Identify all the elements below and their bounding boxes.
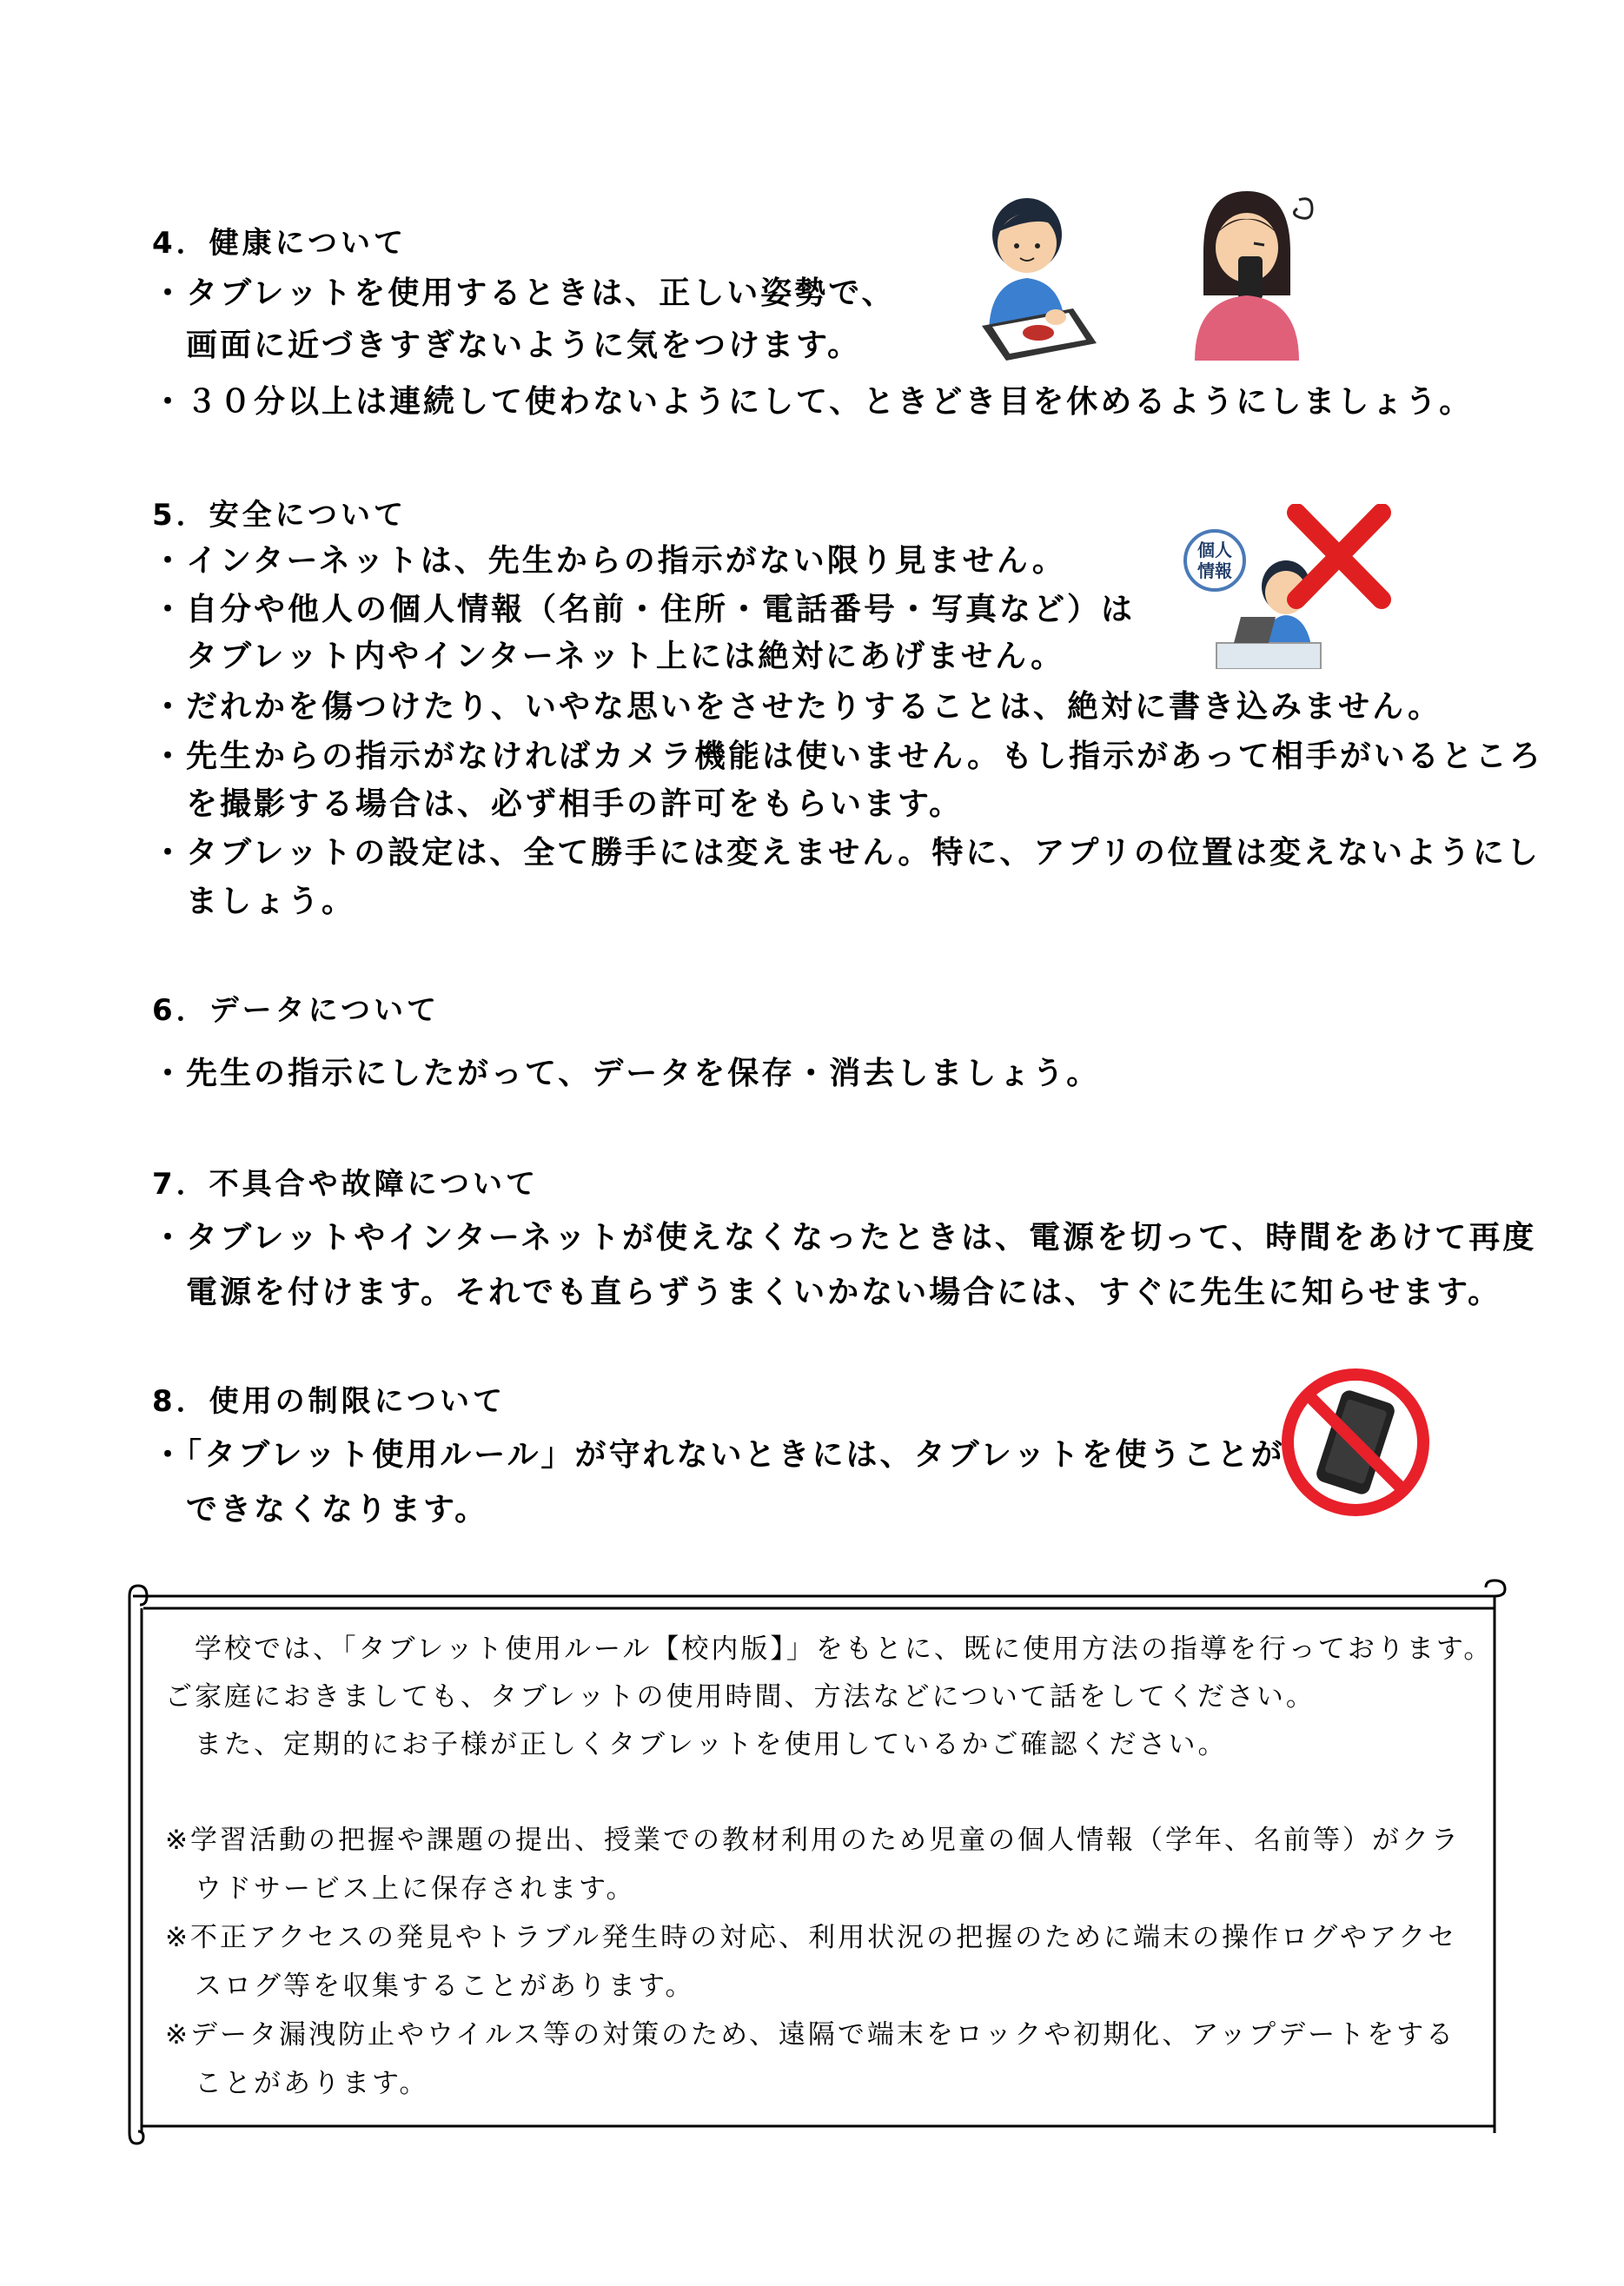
rule-line: ・先生からの指示がなければカメラ機能は使いません。もし指示があって相手がいるところ — [152, 739, 1543, 774]
notice-line: ※不正アクセスの発見やトラブル発生時の対応、利用状況の把握のために端末の操作ログやアクセ — [165, 1922, 1458, 1953]
rule-line: 電源を付けます。それでも直らずうまくいかない場合には、すぐに先生に知らせます。 — [152, 1275, 1502, 1310]
rule-line: 画面に近づきすぎないように気をつけます。 — [152, 328, 862, 363]
notice-line: ご家庭におきましても、タブレットの使用時間、方法などについて話をしてください。 — [165, 1681, 1316, 1713]
woman-eye-strain-illustration — [1186, 182, 1329, 361]
no-smartphone-icon — [1277, 1364, 1434, 1521]
notice-line: 学校では、「タブレット使用ルール【校内版】」をもとに、既に使用方法の指導を行っております。 — [165, 1633, 1494, 1665]
section-heading-restriction: 8．使用の制限について — [152, 1384, 506, 1419]
boy-using-tablet-illustration — [973, 187, 1104, 361]
rule-line: ・３０分以上は連続して使わないようにして、ときどき目を休めるようにしましょう。 — [152, 384, 1474, 420]
rule-line: ・タブレットを使用するときは、正しい姿勢で、 — [152, 275, 896, 311]
notice-line: ※データ漏洩防止やウイルス等の対策のため、遠隔で端末をロックや初期化、アップデートをする — [165, 2019, 1456, 2051]
notice-line: ことがあります。 — [165, 2068, 429, 2099]
notice-line: スログ等を収集することがあります。 — [165, 1971, 695, 2002]
rule-line: ・自分や他人の個人情報（名前・住所・電話番号・写真など）は — [152, 592, 1136, 627]
no-personal-info-illustration — [1182, 504, 1399, 669]
notice-line: また、定期的にお子様が正しくタブレットを使用しているかご確認ください。 — [165, 1729, 1228, 1760]
notice-line: ※学習活動の把握や課題の提出、授業での教材利用のため児童の個人情報（学年、名前等）がクラ — [165, 1825, 1461, 1856]
rule-line: ましょう。 — [152, 884, 356, 919]
privacy-sign-label: 個人 — [1197, 540, 1232, 560]
rule-line: タブレット内やインターネット上には絶対にあげません。 — [152, 639, 1065, 674]
rule-line: ・「タブレット使用ルール」が守れないときには、タブレットを使うことが — [152, 1437, 1285, 1473]
rule-line: ・先生の指示にしたがって、データを保存・消去しましょう。 — [152, 1056, 1101, 1091]
notice-line: ウドサービス上に保存されます。 — [165, 1873, 636, 1905]
privacy-sign-label: 情報 — [1197, 560, 1232, 581]
rule-line: を撮影する場合は、必ず相手の許可をもらいます。 — [152, 786, 964, 822]
section-heading-data: 6．データについて — [152, 993, 440, 1028]
rule-line: ・だれかを傷つけたり、いやな思いをさせたりすることは、絶対に書き込みません。 — [152, 689, 1442, 725]
section-heading-health: 4．健康について — [152, 226, 407, 261]
rule-line: ・タブレットの設定は、全て勝手には変えません。特に、アプリの位置は変えないようにし — [152, 835, 1541, 871]
section-heading-safety: 5．安全について — [152, 498, 407, 533]
rule-line: ・インターネットは、先生からの指示がない限り見ません。 — [152, 543, 1066, 579]
section-heading-malfunction: 7．不具合や故障について — [152, 1167, 539, 1202]
rule-line: できなくなります。 — [152, 1492, 489, 1527]
rule-line: ・タブレットやインターネットが使えなくなったときは、電源を切って、時間をあけて再度 — [152, 1220, 1537, 1256]
